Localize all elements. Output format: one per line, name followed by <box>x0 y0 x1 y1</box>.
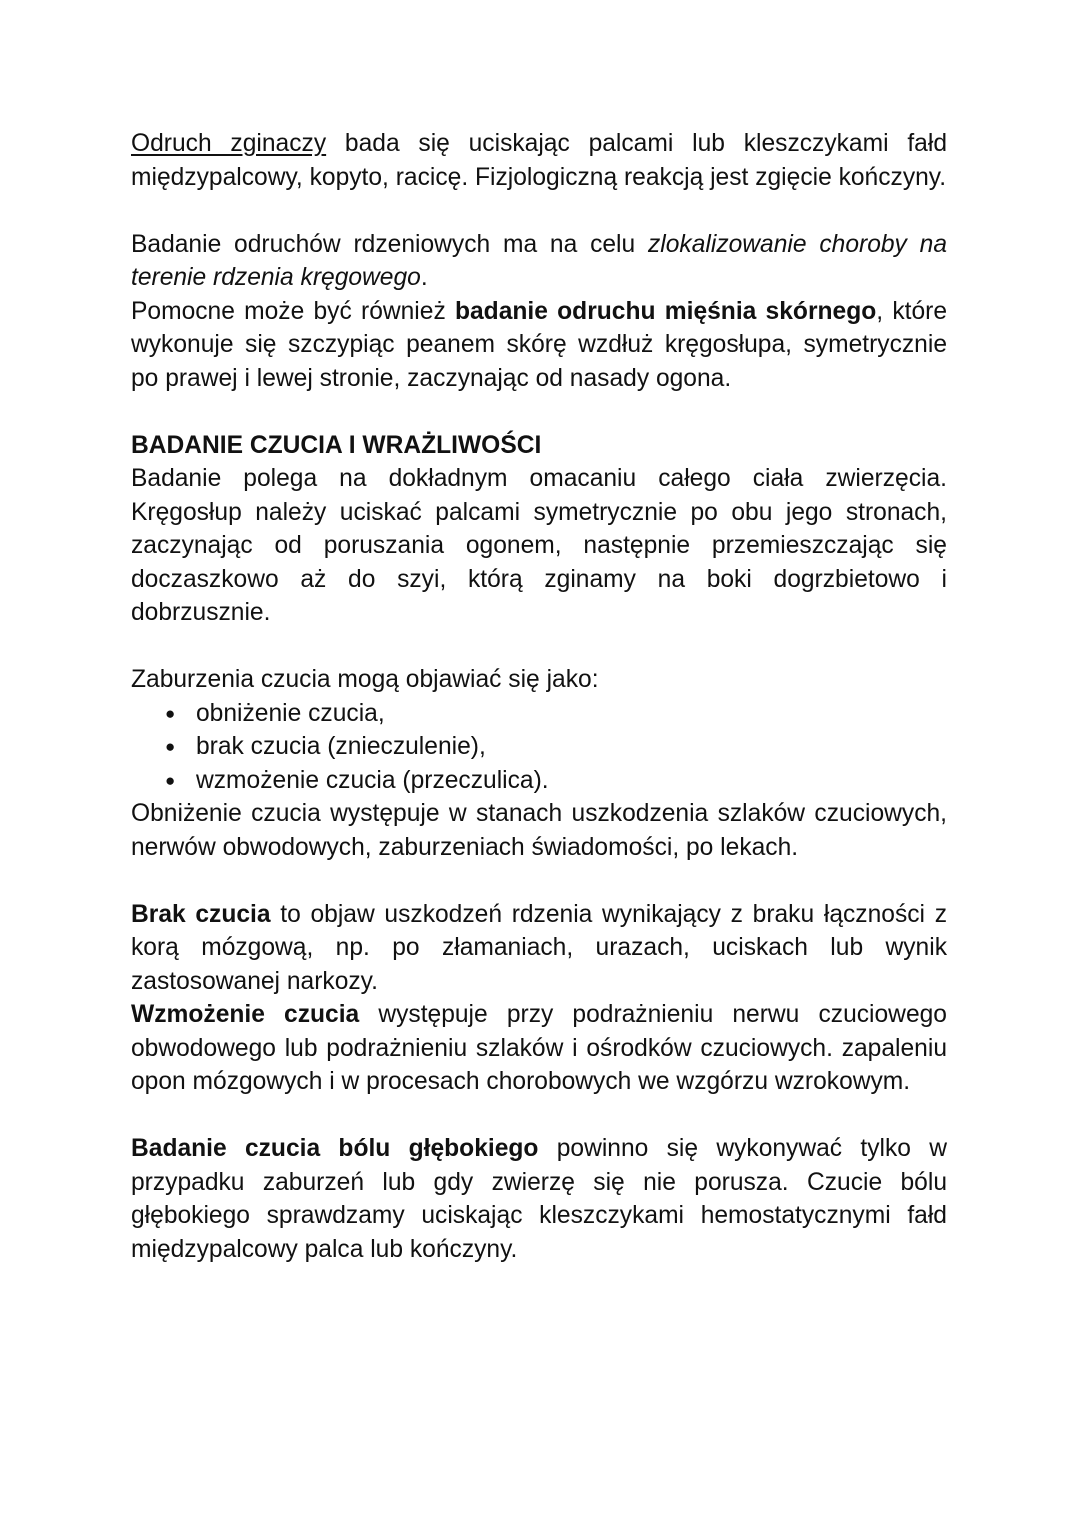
paragraph-hyperesthesia <box>131 998 947 1099</box>
disorders-list <box>131 697 947 798</box>
italic-phrase: zlokalizowanie choroby na terenie rdzenia kręgowego <box>131 230 947 291</box>
paragraph-text: bada się uciskając palcami lub kleszczykami fałd międzypalcowy, kopyto, racicę. Fizjologiczną reakcją jest zgięcie kończyny. <box>131 130 947 191</box>
paragraph-gap <box>131 1099 947 1133</box>
bold-term: Wzmożenie czucia <box>131 1001 360 1028</box>
paragraph-palpation: Badanie polega na dokładnym omacaniu całego ciała zwierzęcia. Kręgosłup należy uciskać palcami symetrycznie po obu jego stronach, zaczynając od poruszania ogonem, następnie przemieszczając się doczaszkowo aż do szyi, którą zginamy na boki dogrzbietowo i dobrzusznie. <box>131 465 947 626</box>
paragraph-text: występuje przy podrażnieniu nerwu czuciowego obwodowego lub podrażnieniu szlaków i ośrodków czuciowych. zapaleniu opon mózgowych i w procesach chorobowych we wzgórzu wzrokowym. <box>131 1001 947 1095</box>
document-page <box>131 127 947 1266</box>
paragraph-text: . <box>420 264 428 291</box>
underlined-term: Odruch zginaczy <box>131 130 327 157</box>
list-item: ● wzmożenie czucia (przeczulica). <box>131 764 947 798</box>
list-item: ● brak czucia (znieczulenie), <box>131 730 947 764</box>
list-item: ● obniżenie czucia, <box>131 697 947 731</box>
paragraph-deep-pain <box>131 1132 947 1266</box>
paragraph-anesthesia <box>131 898 947 999</box>
paragraph-text: , które wykonuje się szczypiąc peanem skórę wzdłuż kręgosłupa, symetrycznie po prawej i lewej stronie, zaczynając od nasady ogona. <box>131 297 948 392</box>
paragraph-spinal-reflexes <box>131 228 947 295</box>
paragraph-flexor-reflex <box>131 127 947 194</box>
paragraph-text: Pomocne może być również <box>131 297 455 325</box>
bold-term: Badanie czucia bólu głębokiego <box>131 1135 539 1162</box>
paragraph-gap <box>131 194 947 228</box>
paragraph-gap <box>131 864 947 898</box>
paragraph-text: to objaw uszkodzeń rdzenia wynikający z braku łączności z korą mózgową, np. po złamaniach, urazach, uciskach lub wynik zastosowanej narkozy. <box>131 900 947 995</box>
bold-term: Brak czucia <box>131 900 271 928</box>
paragraph-text: powinno się wykonywać tylko w przypadku zaburzeń lub gdy zwierzę się nie porusza. Czucie bólu głębokiego sprawdzamy uciskając kleszczykami hemostatycznymi fałd międzypalcowy palca lub kończyny. <box>131 1135 947 1263</box>
paragraph-text: Badanie odruchów rdzeniowych ma na celu <box>131 230 648 258</box>
bold-term: badanie odruchu mięśnia skórnego <box>454 297 877 325</box>
paragraph-gap <box>131 395 947 429</box>
paragraph-cutaneous-muscle <box>131 295 947 396</box>
paragraph-hypoesthesia: Obniżenie czucia występuje w stanach uszkodzenia szlaków czuciowych, nerwów obwodowych, zaburzeniach świadomości, po lekach. <box>131 800 947 861</box>
section-heading: BADANIE CZUCIA I WRAŻLIWOŚCI <box>131 431 542 459</box>
paragraph-disorders-intro: Zaburzenia czucia mogą objawiać się jako: <box>131 666 599 693</box>
paragraph-gap <box>131 630 947 664</box>
